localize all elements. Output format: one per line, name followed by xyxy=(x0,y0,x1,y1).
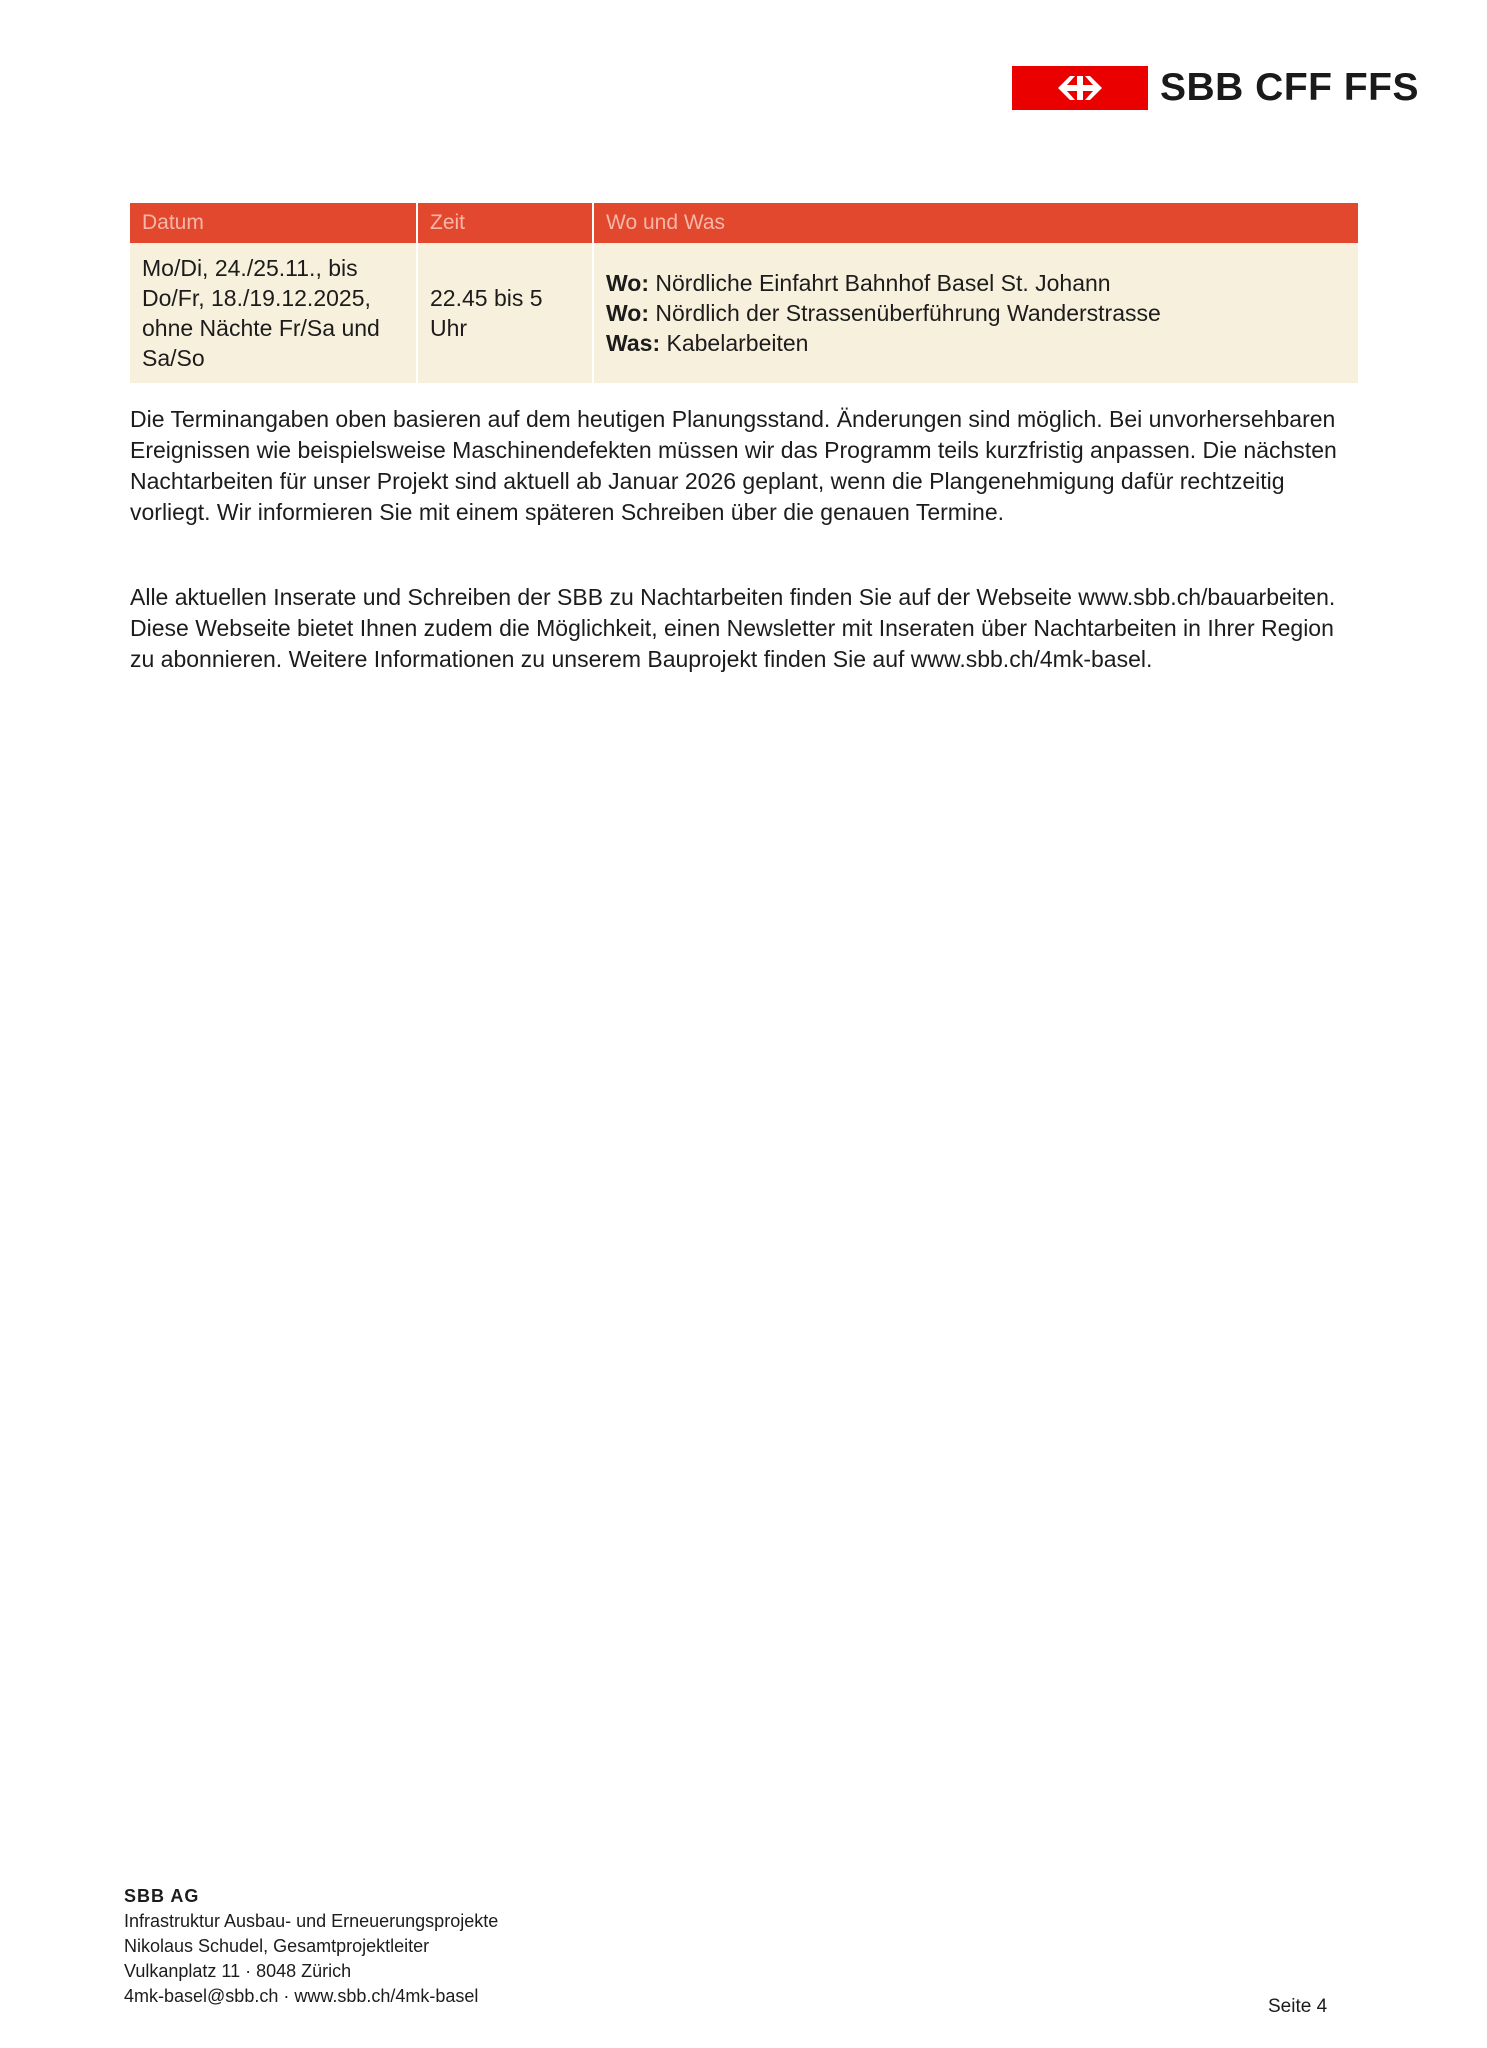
cell-zeit: 22.45 bis 5 Uhr xyxy=(417,243,593,383)
website-info-paragraph: Alle aktuellen Inserate und Schreiben der SBB zu Nachtarbeiten finden Sie auf der Webseite www.sbb.ch/bauarbeiten. Diese Webseite bietet Ihnen zudem die Möglichkeit, einen Newsletter mit Inseraten über Nachtarbeiten in Ihrer Region zu abonnieren. Weitere Informationen zu unserem Bauprojekt finden Sie auf www.sbb.ch/4mk-basel. xyxy=(130,584,1336,672)
brand-name: SBB CFF FFS xyxy=(1160,66,1419,109)
location-line xyxy=(606,298,1346,328)
line-text: Kabelarbeiten xyxy=(666,330,809,356)
footer-department: Infrastruktur Ausbau- und Erneuerungsprojekte xyxy=(124,1911,499,1931)
location-line xyxy=(606,268,1346,298)
cell-wo-und-was xyxy=(593,243,1358,383)
footer-contact: Nikolaus Schudel, Gesamtprojektleiter xyxy=(124,1936,430,1956)
line-label: Wo: xyxy=(606,300,650,326)
sbb-logo xyxy=(1012,66,1419,110)
planning-note-paragraph: Die Terminangaben oben basieren auf dem heutigen Planungsstand. Änderungen sind möglich. Bei unvorhersehbaren Ereignissen wie beispielsweise Maschinendefekten müssen wir das Programm teils kurzfristig anpassen. Die nächsten Nachtarbeiten für unser Projekt sind aktuell ab Januar 2026 geplant, wenn die Plangenehmigung dafür rechtzeitig vorliegt. Wir informieren Sie mit einem späteren Schreiben über die genauen Termine. xyxy=(130,406,1337,525)
line-label: Wo: xyxy=(606,270,650,296)
cell-datum: Mo/Di, 24./25.11., bis Do/Fr, 18./19.12.2025, ohne Nächte Fr/Sa und Sa/So xyxy=(130,243,417,383)
table-header-row xyxy=(130,203,1358,243)
page-number: Seite 4 xyxy=(1268,1996,1328,2017)
header-wo-und-was: Wo und Was xyxy=(593,203,1358,243)
footer xyxy=(124,1884,498,2009)
header-zeit: Zeit xyxy=(417,203,593,243)
footer-address: Vulkanplatz 11 · 8048 Zürich xyxy=(124,1961,352,1981)
table-row xyxy=(130,243,1358,383)
footer-company: SBB AG xyxy=(124,1886,200,1906)
sbb-double-arrow-icon xyxy=(1012,66,1148,110)
line-text: Nördliche Einfahrt Bahnhof Basel St. Johann xyxy=(655,270,1111,296)
footer-links: 4mk-basel@sbb.ch · www.sbb.ch/4mk-basel xyxy=(124,1986,479,2006)
work-line xyxy=(606,328,1346,358)
header-datum: Datum xyxy=(130,203,417,243)
schedule-table xyxy=(130,203,1358,383)
line-label: Was: xyxy=(606,330,661,356)
line-text: Nördlich der Strassenüberführung Wanderstrasse xyxy=(655,300,1161,326)
